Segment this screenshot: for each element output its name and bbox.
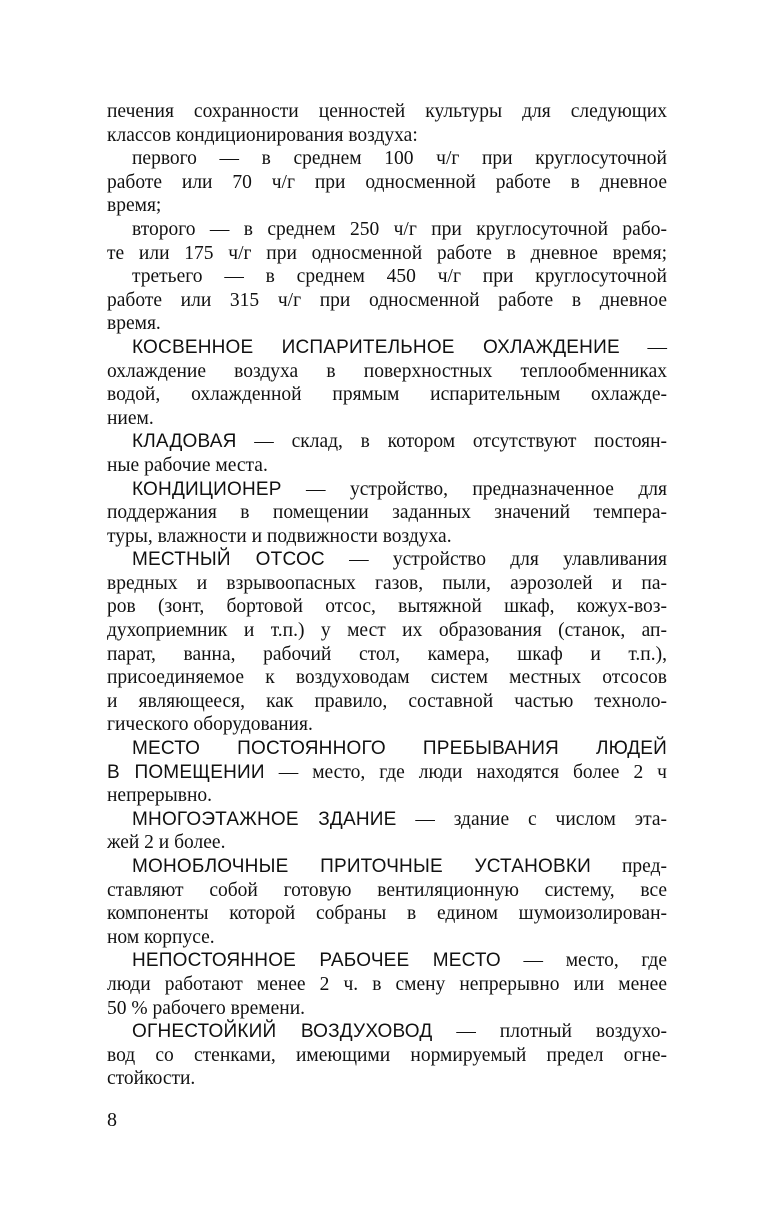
line-text: туры, влажности и подвижности воздуха.: [107, 525, 452, 547]
line-text: печения сохранности ценностей культуры для следующих: [107, 101, 667, 122]
text-line: [107, 690, 667, 714]
text-line: [107, 336, 667, 360]
line-text: ном корпусе.: [107, 926, 215, 948]
text-line: [107, 761, 667, 785]
text-line: [107, 808, 667, 832]
line-text: гического оборудования.: [107, 714, 313, 736]
text-line: [107, 407, 667, 431]
glossary-term: КОНДИЦИОНЕР: [132, 478, 282, 500]
line-text: непрерывно.: [107, 785, 213, 807]
text-line: [107, 242, 667, 266]
line-text: — здание с числом эта-: [396, 808, 668, 830]
line-text: время;: [107, 195, 162, 217]
text-line: [107, 383, 667, 407]
text-line: [107, 879, 667, 903]
line-text: время.: [107, 313, 161, 335]
text-line: [107, 124, 667, 148]
text-line: [107, 855, 667, 879]
line-text: духоприемник и т.п.) у мест их образования (станок, ап-: [107, 620, 667, 642]
line-text: второго — в среднем 250 ч/г при круглосуточной рабо-: [132, 218, 667, 240]
text-line: [107, 501, 667, 525]
line-text: вод со стенками, имеющими нормируемый предел огне-: [107, 1044, 667, 1066]
line-text: поддержания в помещении заданных значений темпера-: [107, 502, 667, 524]
line-text: первого — в среднем 100 ч/г при круглосуточной: [132, 148, 667, 170]
line-text: пред-: [590, 856, 667, 877]
text-line: [107, 572, 667, 596]
text-line: [107, 548, 667, 572]
text-line: [107, 218, 667, 242]
text-line: [107, 713, 667, 737]
line-text: и являющееся, как правило, составной частью техноло-: [107, 690, 667, 712]
glossary-term: В ПОМЕЩЕНИИ: [107, 761, 265, 783]
line-text: жей 2 и более.: [107, 832, 226, 854]
text-line: [107, 643, 667, 667]
page-number: 8: [107, 1109, 117, 1131]
text-line: [107, 831, 667, 855]
text-line: [107, 147, 667, 171]
text-line: [107, 902, 667, 926]
text-line: [107, 478, 667, 502]
line-text: третьего — в среднем 450 ч/г при круглосуточной: [132, 266, 667, 288]
glossary-term: МЕСТНЫЙ ОТСОС: [132, 549, 325, 571]
glossary-term: НЕПОСТОЯННОЕ РАБОЧЕЕ МЕСТО: [132, 950, 501, 972]
line-text: люди работают менее 2 ч. в смену непрерывно или менее: [107, 973, 667, 995]
text-line: [107, 973, 667, 997]
line-text: работе или 315 ч/г при односменной работе в дневное: [107, 289, 667, 311]
text-line: [107, 265, 667, 289]
line-text: классов кондиционирования воздуха:: [107, 124, 418, 146]
text-line: [107, 430, 667, 454]
text-line: [107, 100, 667, 124]
glossary-term: МОНОБЛОЧНЫЕ ПРИТОЧНЫЕ УСТАНОВКИ: [132, 856, 591, 877]
text-line: [107, 194, 667, 218]
text-line: [107, 171, 667, 195]
glossary-term: ОГНЕСТОЙКИЙ ВОЗДУХОВОД: [132, 1021, 433, 1043]
line-text: водой, охлажденной прямым испарительным охлажде-: [107, 384, 667, 406]
text-line: [107, 997, 667, 1021]
line-text: парат, ванна, рабочий стол, камера, шкаф и т.п.),: [107, 643, 667, 665]
text-line: [107, 1067, 667, 1091]
line-text: вредных и взрывоопасных газов, пыли, аэрозолей и па-: [107, 572, 667, 594]
text-line: [107, 926, 667, 950]
page-text: [107, 100, 667, 1091]
line-text: — место, где: [500, 950, 667, 972]
line-text: нием.: [107, 407, 154, 429]
line-text: ставляют собой готовую вентиляционную систему, все: [107, 879, 667, 901]
line-text: — склад, в котором отсутствуют постоян-: [236, 431, 667, 453]
line-text: — место, где люди находятся более 2 ч: [264, 761, 667, 783]
line-text: — устройство, предназначенное для: [281, 478, 667, 500]
line-text: работе или 70 ч/г при односменной работе в дневное: [107, 171, 667, 193]
text-line: [107, 312, 667, 336]
text-line: [107, 666, 667, 690]
text-line: [107, 949, 667, 973]
glossary-term: МНОГОЭТАЖНОЕ ЗДАНИЕ: [132, 808, 397, 830]
line-text: — плотный воздухо-: [432, 1021, 667, 1043]
line-text: присоединяемое к воздуховодам систем местных отсосов: [107, 667, 667, 689]
text-line: [107, 1044, 667, 1068]
text-line: [107, 595, 667, 619]
line-text: стойкости.: [107, 1068, 196, 1090]
text-line: [107, 289, 667, 313]
line-text: охлаждение воздуха в поверхностных теплообменниках: [107, 360, 667, 382]
glossary-term: МЕСТО ПОСТОЯННОГО ПРЕБЫВАНИЯ ЛЮДЕЙ: [132, 738, 667, 760]
line-text: ные рабочие места.: [107, 454, 268, 476]
text-line: [107, 619, 667, 643]
text-line: [107, 737, 667, 761]
line-text: компоненты которой собраны в едином шумоизолирован-: [107, 903, 667, 925]
line-text: ров (зонт, бортовой отсос, вытяжной шкаф, кожух-воз-: [107, 596, 667, 618]
text-line: [107, 454, 667, 478]
glossary-term: КЛАДОВАЯ: [132, 431, 237, 453]
line-text: те или 175 ч/г при односменной работе в дневное время;: [107, 242, 667, 264]
line-text: —: [619, 336, 667, 358]
text-line: [107, 784, 667, 808]
line-text: — устройство для улавливания: [324, 549, 667, 571]
text-line: [107, 360, 667, 384]
text-line: [107, 1020, 667, 1044]
line-text: 50 % рабочего времени.: [107, 997, 306, 1019]
text-line: [107, 525, 667, 549]
glossary-term: КОСВЕННОЕ ИСПАРИТЕЛЬНОЕ ОХЛАЖДЕНИЕ: [132, 336, 620, 358]
